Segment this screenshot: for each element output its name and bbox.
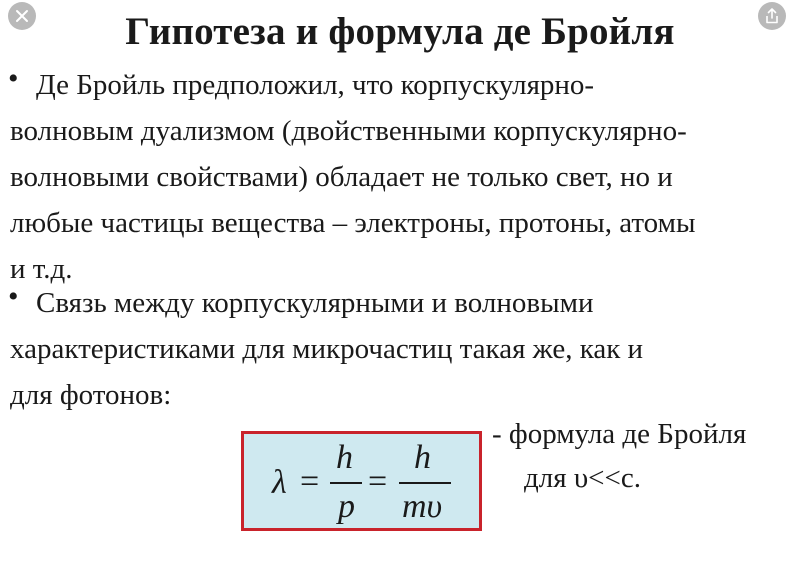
formula-equals-1: = [300, 463, 320, 500]
paragraph2-line-2: характеристиками для микрочастиц такая же, как и [10, 333, 644, 365]
formula-caption: - формула де Бройля [492, 418, 747, 450]
formula-denominator-1: p [338, 488, 355, 525]
formula-lambda: λ [272, 464, 287, 501]
paragraph-de-broglie-hypothesis [10, 62, 790, 292]
paragraph2-line-3: для фотонов: [10, 379, 172, 411]
bullet-1: • [8, 62, 19, 95]
formula-equals-2: = [368, 463, 388, 500]
paragraph1-line-5: и т.д. [10, 253, 73, 285]
formula-denominator-2: mυ [402, 488, 443, 525]
paragraph-relation [10, 280, 790, 418]
formula-numerator-1: h [336, 439, 353, 476]
fraction-bar-2 [399, 482, 451, 484]
fraction-bar-1 [330, 482, 362, 484]
formula-condition: для υ<<c. [524, 462, 642, 494]
paragraph1-line-1: Де Бройль предположил, что корпускулярно- [36, 69, 595, 101]
de-broglie-formula [241, 431, 482, 531]
formula-numerator-2: h [414, 439, 431, 476]
bullet-2: • [8, 280, 19, 313]
paragraph1-line-4: любые частицы вещества – электроны, протоны, атомы [10, 207, 696, 239]
paragraph1-line-3: волновыми свойствами) обладает не только свет, но и [10, 161, 673, 193]
paragraph1-line-2: волновым дуализмом (двойственными корпускулярно- [10, 115, 687, 147]
slide-title: Гипотеза и формула де Бройля [125, 10, 675, 53]
paragraph2-line-1: Связь между корпускулярными и волновыми [36, 287, 594, 319]
